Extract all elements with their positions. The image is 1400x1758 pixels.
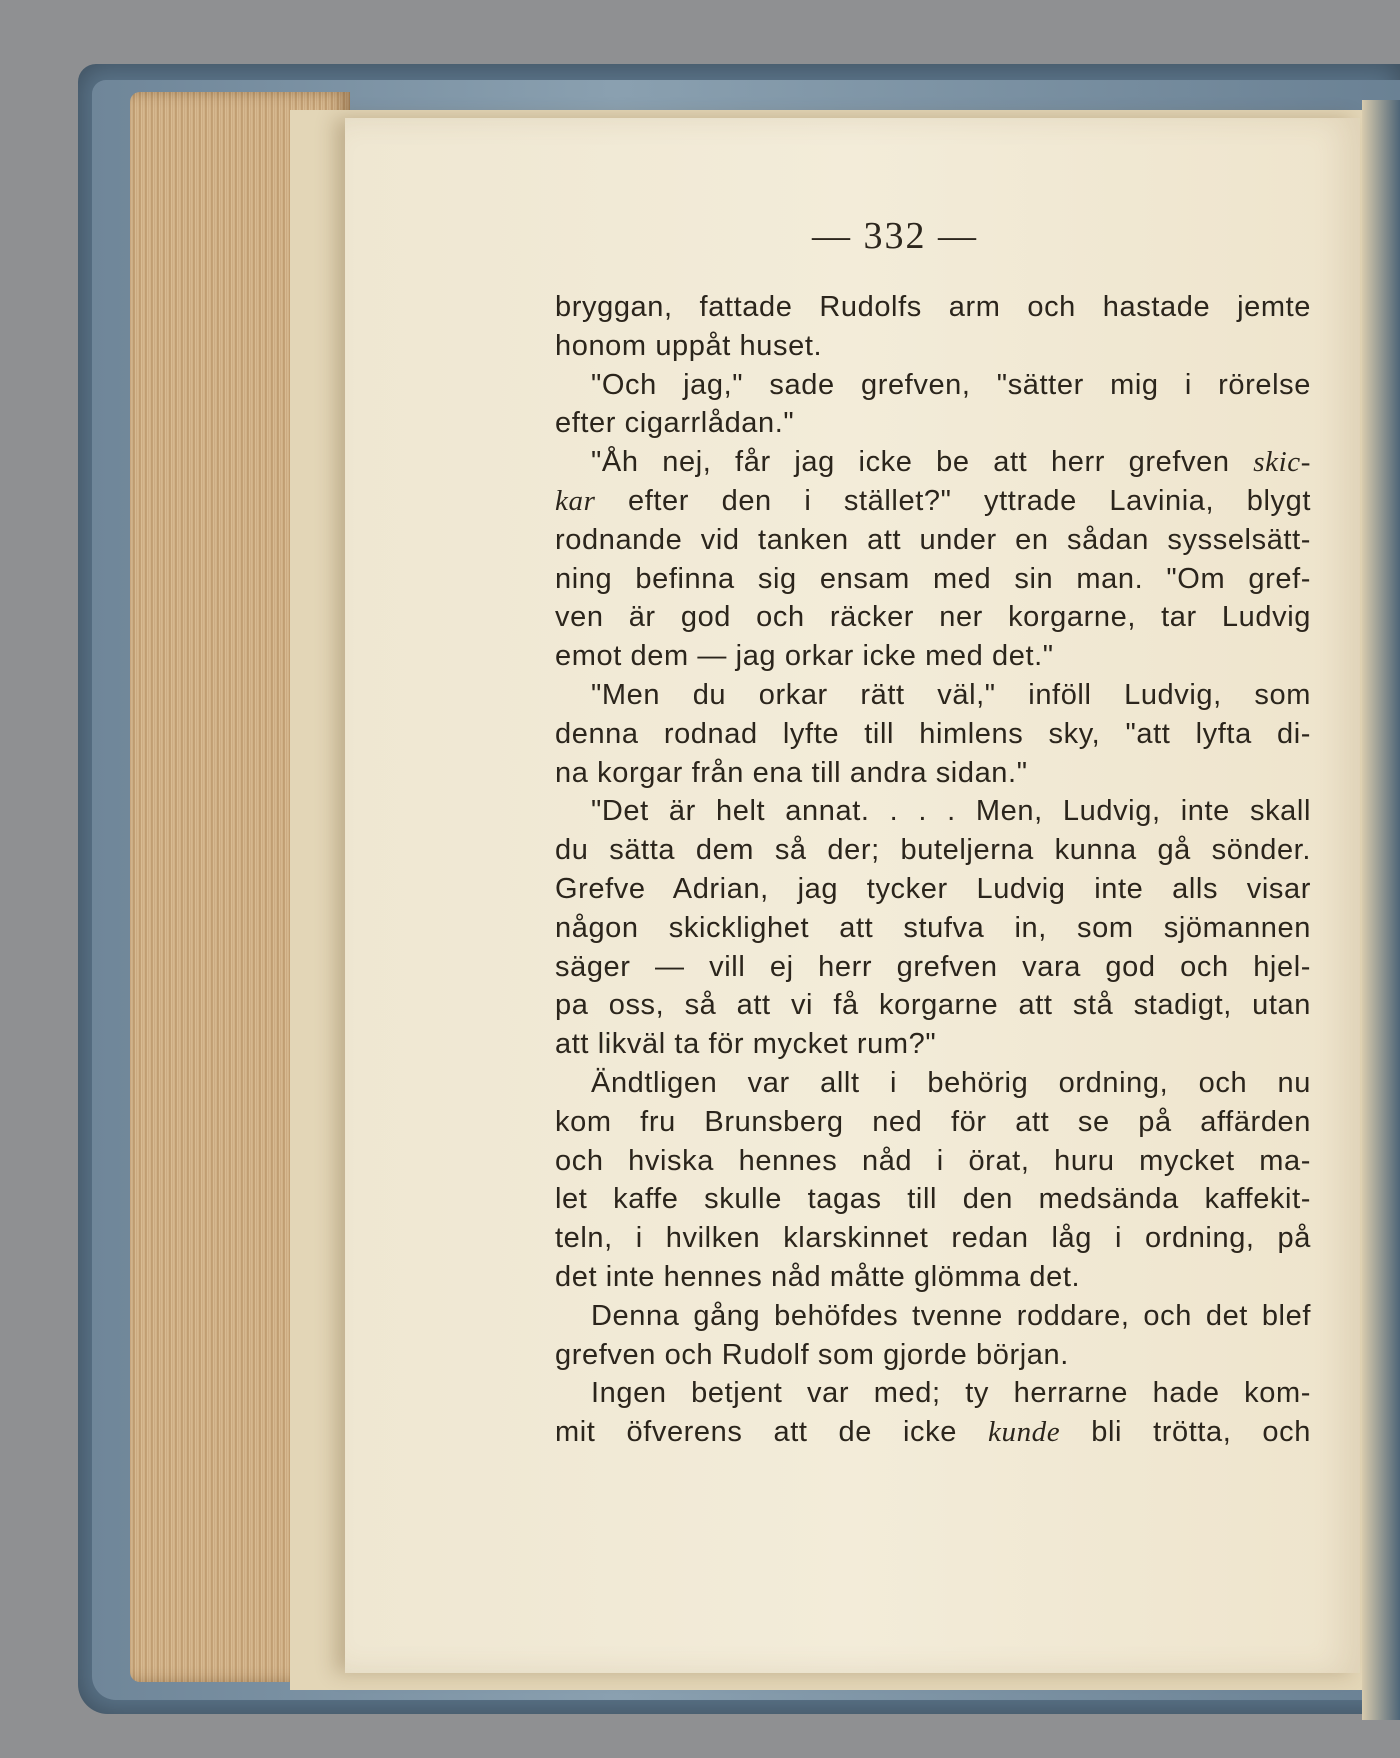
line-text: na korgar från ena till andra sidan.": [555, 756, 1028, 789]
line-text: "Det är helt annat. . . . Men, Ludvig, inte skall: [591, 795, 1311, 828]
line-text: emot dem — jag orkar icke med det.": [555, 640, 1054, 673]
text-line: [555, 792, 1311, 831]
line-text: Ändtligen var allt i behörig ordning, och nu: [591, 1066, 1311, 1099]
text-line: [555, 288, 1311, 327]
text-line: [555, 1219, 1311, 1258]
line-text: ven är god och räcker ner korgarne, tar Ludvig: [555, 601, 1311, 634]
text-line: [555, 1374, 1311, 1413]
text-line: [555, 1142, 1311, 1181]
line-text: du sätta dem så der; buteljerna kunna gå sönder.: [555, 834, 1311, 867]
text-line: [555, 1064, 1311, 1103]
italic-text: kar: [555, 484, 596, 517]
line-text: någon skicklighet att stufva in, som sjömannen: [555, 911, 1311, 944]
line-text: ning befinna sig ensam med sin man. "Om gref-: [555, 562, 1311, 595]
text-line: [555, 715, 1311, 754]
text-line: [555, 1297, 1311, 1336]
text-line: [555, 560, 1311, 599]
text-line: [555, 521, 1311, 560]
text-line: [555, 598, 1311, 637]
text-line: [555, 1180, 1311, 1219]
line-text: och hviska hennes nåd i örat, huru mycket ma-: [555, 1144, 1311, 1177]
text-line: [555, 637, 1311, 676]
line-text: Grefve Adrian, jag tycker Ludvig inte alls visar: [555, 872, 1311, 905]
text-line: [555, 1025, 1311, 1064]
line-text: Denna gång behöfdes tvenne roddare, och det blef: [591, 1299, 1311, 1332]
line-text: let kaffe skulle tagas till den medsända kaffekit-: [555, 1183, 1311, 1216]
line-text: Ingen betjent var med; ty herrarne hade kom-: [591, 1377, 1311, 1410]
italic-text: kunde: [988, 1416, 1061, 1449]
page-number: — 332 —: [812, 215, 978, 257]
text-line: [555, 986, 1311, 1025]
line-text: "Men du orkar rätt väl," inföll Ludvig, som: [591, 678, 1311, 711]
line-text: "Åh nej, får jag icke be att herr grefven: [591, 446, 1254, 479]
text-line: [555, 1413, 1311, 1452]
text-line: [555, 948, 1311, 987]
text-line: [555, 366, 1311, 405]
text-line: [555, 676, 1311, 715]
text-line: [555, 1103, 1311, 1142]
line-text: rodnande vid tanken att under en sådan sysselsätt-: [555, 523, 1311, 556]
line-text: denna rodnad lyfte till himlens sky, "att lyfta di-: [555, 717, 1311, 750]
line-text: grefven och Rudolf som gjorde början.: [555, 1338, 1069, 1371]
text-line: [555, 831, 1311, 870]
line-text: "Och jag," sade grefven, "sätter mig i rörelse: [591, 368, 1311, 401]
line-text: teln, i hvilken klarskinnet redan låg i ordning, på: [555, 1222, 1311, 1255]
text-line: [555, 482, 1311, 521]
text-line: [555, 754, 1311, 793]
text-line: [555, 327, 1311, 366]
text-line: [555, 1258, 1311, 1297]
line-text: mit öfverens att de icke: [555, 1416, 988, 1449]
line-text: säger — vill ej herr grefven vara god och hjel-: [555, 950, 1311, 983]
line-text: det inte hennes nåd måtte glömma det.: [555, 1260, 1081, 1293]
line-text: bryggan, fattade Rudolfs arm och hastade jemte: [555, 291, 1311, 323]
line-text: bli trötta, och: [1060, 1416, 1311, 1449]
line-text: kom fru Brunsberg ned för att se på affärden: [555, 1105, 1311, 1138]
line-text: efter den i stället?" yttrade Lavinia, blygt: [595, 484, 1311, 517]
page-text: [555, 288, 1311, 1452]
line-text: att likväl ta för mycket rum?": [555, 1028, 937, 1061]
line-text: efter cigarrlådan.": [555, 407, 795, 440]
text-line: [555, 870, 1311, 909]
text-line: [555, 404, 1311, 443]
line-text: honom uppåt huset.: [555, 329, 823, 362]
italic-text: skic-: [1253, 446, 1311, 479]
text-line: [555, 1336, 1311, 1375]
line-text: pa oss, så att vi få korgarne att stå stadigt, utan: [555, 989, 1311, 1022]
book-gutter: [1362, 100, 1400, 1720]
text-line: [555, 909, 1311, 948]
text-line: [555, 443, 1311, 482]
